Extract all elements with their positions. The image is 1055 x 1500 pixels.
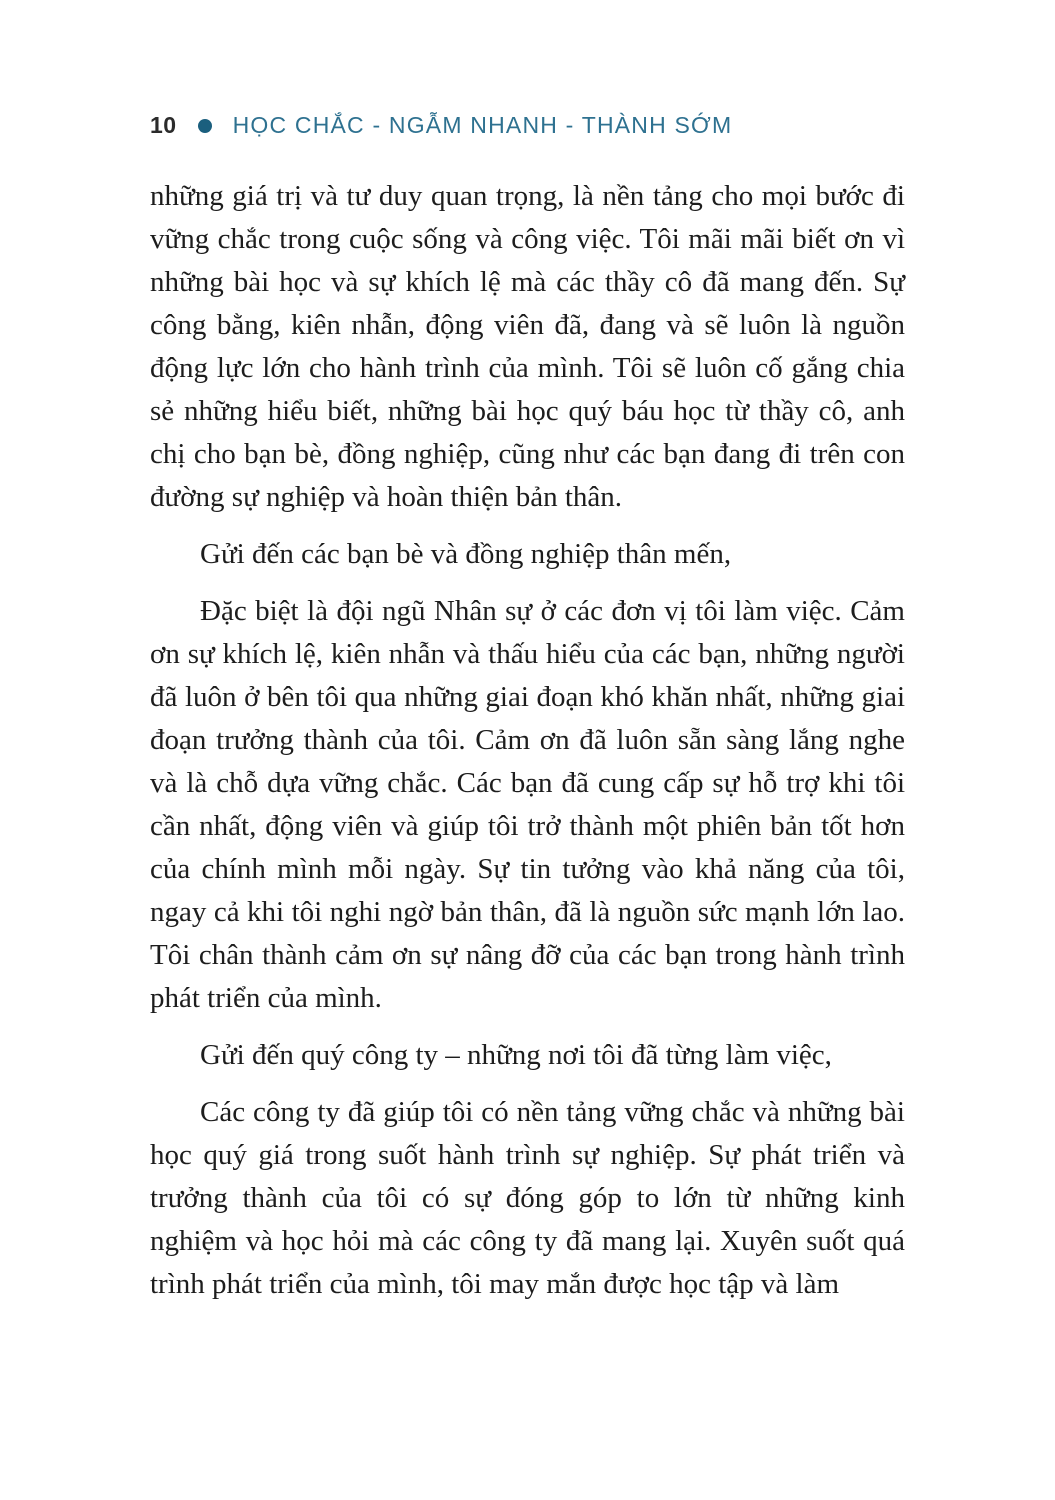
page-number: 10 — [150, 112, 177, 138]
paragraph-continuation: những giá trị và tư duy quan trọng, là nền tảng cho mọi bước đi vững chắc trong cuộc sống và công việc. Tôi mãi mãi biết ơn vì những bài học và sự khích lệ mà các thầy cô đã mang đến. Sự công bằng, kiên nhẫn, động viên đã, đang và sẽ luôn là nguồn động lực lớn cho hành trình của mình. Tôi sẽ luôn cố gắng chia sẻ những hiểu biết, những bài học quý báu học từ thầy cô, anh chị cho bạn bè, đồng nghiệp, cũng như các bạn đang đi trên con đường sự nghiệp và hoàn thiện bản thân. — [150, 180, 905, 513]
paragraph-hr-thanks: Đặc biệt là đội ngũ Nhân sự ở các đơn vị tôi làm việc. Cảm ơn sự khích lệ, kiên nhẫn và thấu hiểu của các bạn, những người đã luôn ở bên tôi qua những giai đoạn khó khăn nhất, những giai đoạn trưởng thành của tôi. Cảm ơn đã luôn sẵn sàng lắng nghe và là chỗ dựa vững chắc. Các bạn đã cung cấp sự hỗ trợ khi tôi cần nhất, động viên và giúp tôi trở thành một phiên bản tốt hơn của chính mình mỗi ngày. Sự tin tưởng vào khả năng của tôi, ngay cả khi tôi nghi ngờ bản thân, đã là nguồn sức mạnh lớn lao. Tôi chân thành cảm ơn sự nâng đỡ của các bạn trong hành trình phát triển của mình. — [150, 595, 905, 1014]
page-body — [150, 175, 905, 1306]
paragraph-companies-thanks: Các công ty đã giúp tôi có nền tảng vững chắc và những bài học quý giá trong suốt hành trình sự nghiệp. Sự phát triển và trưởng thành của tôi có sự đóng góp to lớn từ những kinh nghiệm và học hỏi mà các công ty đã mang lại. Xuyên suốt quá trình phát triển của mình, tôi may mắn được học tập và làm — [150, 1096, 905, 1300]
paragraph-salutation-companies: Gửi đến quý công ty – những nơi tôi đã từng làm việc, — [200, 1039, 832, 1071]
bullet-icon — [198, 119, 212, 133]
paragraph-salutation-friends: Gửi đến các bạn bè và đồng nghiệp thân mến, — [200, 538, 732, 570]
page-header — [150, 112, 905, 139]
running-title: HỌC CHẮC - NGẪM NHANH - THÀNH SỚM — [232, 112, 733, 138]
